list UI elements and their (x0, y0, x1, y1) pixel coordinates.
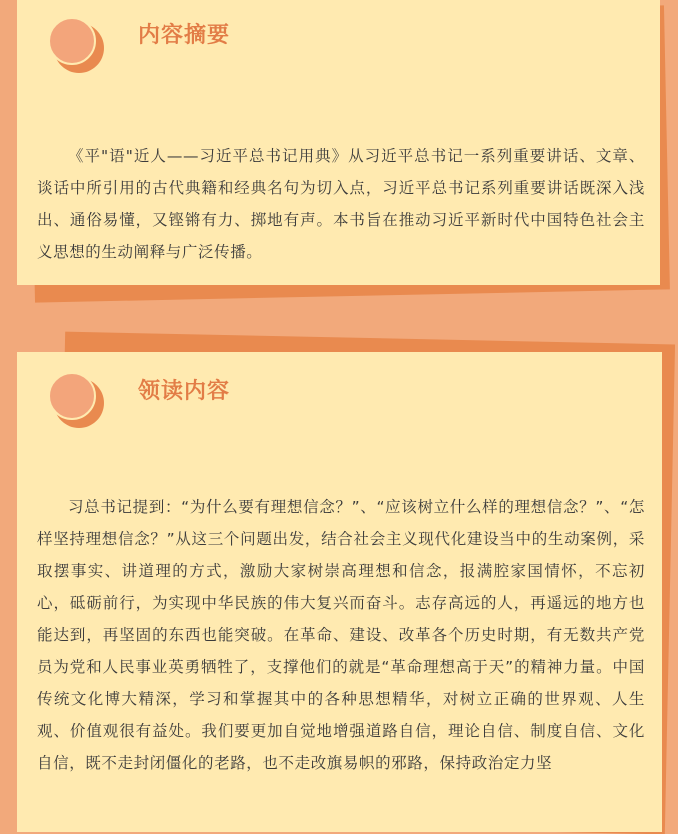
summary-badge-icon (48, 17, 106, 75)
reading-body: 习总书记提到：“为什么要有理想信念？”、“应该树立什么样的理想信念？”、“怎样坚持理想信念？”从这三个问题出发，结合社会主义现代化建设当中的生动案例，采取摆事实、讲道理的方式，激励大家树崇高理想和信念，报满腔家国情怀，不忘初心，砥砺前行，为实现中华民族的伟大复兴而奋斗。志存高远的人，再遥远的地方也能达到，再坚固的东西也能突破。在革命、建设、改革各个历史时期，有无数共产党员为党和人民事业英勇牺牲了，支撑他们的就是“革命理想高于天”的精神力量。中国传统文化博大精深，学习和掌握其中的各种思想精华，对树立正确的世界观、人生观、价值观很有益处。我们要更加自觉地增强道路自信，理论自信、制度自信、文化自信，既不走封闭僵化的老路，也不走改旗易帜的邪路，保持政治定力坚 (37, 498, 645, 772)
reading-badge-icon (48, 372, 106, 430)
summary-body: 《平"语"近人——习近平总书记用典》从习近平总书记一系列重要讲话、文章、谈话中所引用的古代典籍和经典名句为切入点，习近平总书记系列重要讲话既深入浅出、通俗易懂，又铿锵有力、掷地有声。本书旨在推动习近平新时代中国特色社会主义思想的生动阐释与广泛传播。 (37, 147, 645, 261)
reading-title: 领读内容 (138, 379, 231, 404)
summary-card (17, 0, 660, 285)
reading-card (17, 352, 662, 832)
summary-title: 内容摘要 (138, 23, 231, 48)
